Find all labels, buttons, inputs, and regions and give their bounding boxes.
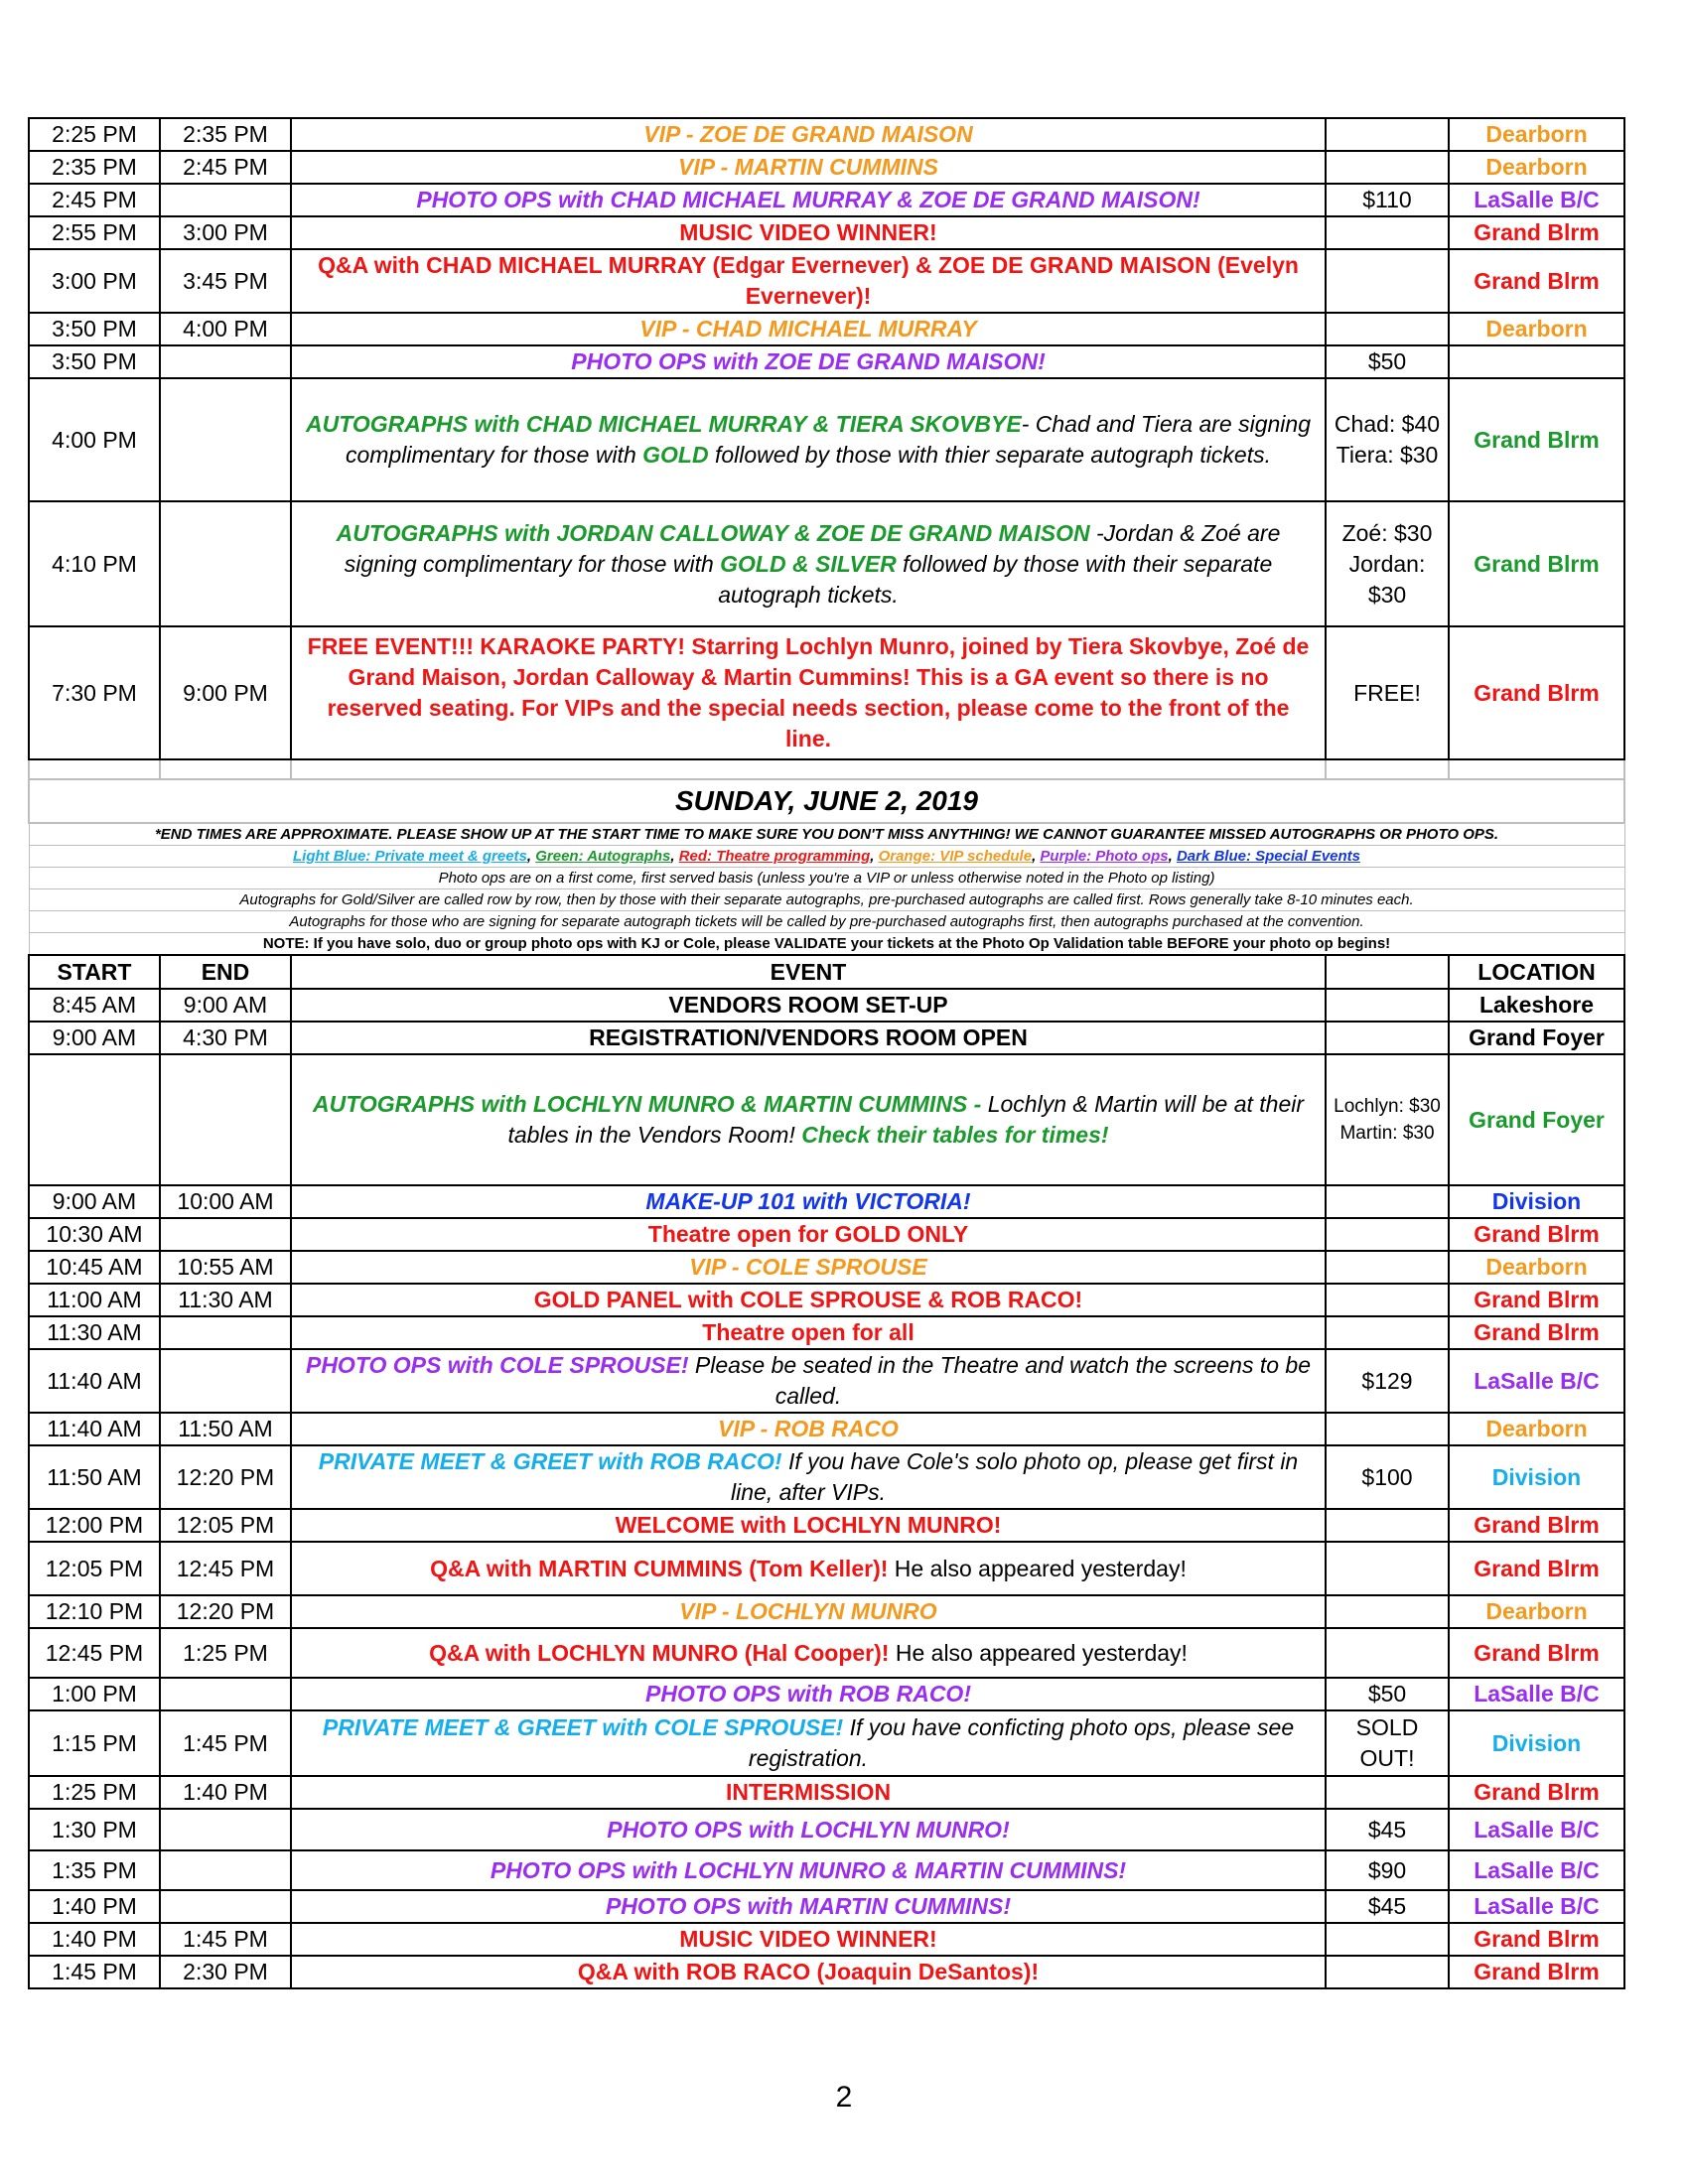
event-text: VIP - MARTIN CUMMINS [678,154,938,180]
location-cell: Dearborn [1449,1251,1624,1284]
price-cell [1326,1956,1449,1988]
event-cell [291,216,1326,249]
start-time: 1:40 PM [29,1923,160,1956]
end-time: 2:35 PM [160,118,291,151]
end-time [160,501,291,626]
saturday-rows [29,118,1624,759]
event-cell [291,1509,1326,1542]
location-cell: Grand Blrm [1449,1923,1624,1956]
schedule-row [29,1284,1624,1316]
event-cell [291,1054,1326,1185]
price-cell: $50 [1326,1678,1449,1710]
end-time: 10:55 AM [160,1251,291,1284]
event-cell [291,313,1326,345]
end-time: 4:00 PM [160,313,291,345]
event-text: - Chad and Tiera are signing complimentary for those with [346,411,1311,468]
header-start: START [29,955,160,989]
event-text: FREE EVENT!!! KARAOKE PARTY! Starring Lochlyn Munro, joined by Tiera Skovbye, Zoé de Grand Maison, Jordan Calloway & Martin Cummins! This is a GA event so there is no reserved seating. For VIPs and the special needs section, please come to the front of the line. [307,633,1310,751]
event-text: PRIVATE MEET & GREET with ROB RACO! [318,1448,782,1474]
start-time: 9:00 AM [29,1185,160,1218]
start-time: 1:40 PM [29,1890,160,1923]
start-time: 12:10 PM [29,1595,160,1628]
event-text: VIP - ZOE DE GRAND MAISON [643,121,973,147]
event-text: PHOTO OPS with CHAD MICHAEL MURRAY & ZOE DE GRAND MAISON! [416,187,1200,212]
start-time: 2:45 PM [29,184,160,216]
event-text: If you have conficting photo ops, please see registration. [748,1714,1295,1771]
start-time: 3:00 PM [29,249,160,313]
price-cell [1326,1413,1449,1445]
spacer-row [29,759,1624,779]
end-time: 1:45 PM [160,1923,291,1956]
location-cell: Grand Blrm [1449,216,1624,249]
event-cell [291,1850,1326,1890]
autographs-gold-note: Autographs for Gold/Silver are called row by row, then by those with their separate autographs, pre-purchased autographs are called first. Rows generally take 8-10 minutes each. [29,889,1624,911]
event-text: PRIVATE MEET & GREET with COLE SPROUSE! [322,1714,844,1740]
legend-entry: Light Blue: Private meet & greets [292,848,527,865]
day-title-row [29,779,1624,823]
event-cell [291,1218,1326,1251]
start-time: 2:35 PM [29,151,160,184]
location-cell: Grand Blrm [1449,1956,1624,1988]
event-text: followed by those with thier separate autograph tickets. [708,442,1271,468]
price-cell [1326,249,1449,313]
end-time [160,1218,291,1251]
schedule-row [29,1413,1624,1445]
event-text: VIP - ROB RACO [718,1416,899,1441]
event-text: AUTOGRAPHS with LOCHLYN MUNRO & MARTIN CUMMINS - [312,1091,988,1117]
end-time: 12:05 PM [160,1509,291,1542]
start-time: 9:00 AM [29,1022,160,1054]
event-cell [291,989,1326,1022]
event-text: WELCOME with LOCHLYN MUNRO! [615,1512,1002,1538]
location-cell: Dearborn [1449,118,1624,151]
legend-entry: , [870,848,879,865]
schedule-row [29,501,1624,626]
end-time: 3:00 PM [160,216,291,249]
price-cell [1326,1316,1449,1349]
event-text: PHOTO OPS with ROB RACO! [645,1681,971,1706]
event-cell [291,1678,1326,1710]
schedule-row [29,313,1624,345]
price-cell: $50 [1326,345,1449,378]
end-time: 4:30 PM [160,1022,291,1054]
location-cell: Grand Blrm [1449,1542,1624,1595]
event-cell [291,1809,1326,1850]
event-text: REGISTRATION/VENDORS ROOM OPEN [589,1024,1028,1050]
start-time: 2:55 PM [29,216,160,249]
event-text: Theatre open for GOLD ONLY [647,1221,969,1247]
event-cell [291,501,1326,626]
price-cell: Chad: $40 Tiera: $30 [1326,378,1449,501]
schedule-row [29,1776,1624,1809]
schedule-row [29,1628,1624,1678]
autographs-separate-note: Autographs for those who are signing for separate autograph tickets will be called by pre-purchased autographs first, then autographs purchased at the convention. [29,911,1624,933]
price-cell: Zoé: $30 Jordan: $30 [1326,501,1449,626]
end-time: 9:00 AM [160,989,291,1022]
event-cell [291,378,1326,501]
event-text: -Jordan & Zoé are signing complimentary for those with [344,519,1281,577]
header-end: END [160,955,291,989]
start-time: 12:05 PM [29,1542,160,1595]
event-text: Check their tables for times! [801,1122,1109,1148]
legend-entry: , [526,848,536,865]
price-cell [1326,1218,1449,1251]
schedule-row [29,184,1624,216]
price-cell [1326,1509,1449,1542]
price-cell: $45 [1326,1890,1449,1923]
event-text: MUSIC VIDEO WINNER! [679,219,937,245]
price-cell [1326,216,1449,249]
event-cell [291,1956,1326,1988]
event-cell [291,1776,1326,1809]
schedule-row [29,1890,1624,1923]
location-cell: Lakeshore [1449,989,1624,1022]
event-text: Q&A with CHAD MICHAEL MURRAY (Edgar Evernever) & ZOE DE GRAND MAISON (Evelyn Evernever)! [318,252,1299,309]
end-time [160,184,291,216]
start-time [29,1054,160,1185]
location-cell: Division [1449,1710,1624,1776]
event-text: VIP - LOCHLYN MUNRO [679,1598,937,1624]
note-row [29,823,1624,846]
start-time: 11:30 AM [29,1316,160,1349]
schedule-row [29,1956,1624,1988]
price-cell [1326,1542,1449,1595]
end-time: 2:45 PM [160,151,291,184]
event-text: VIP - CHAD MICHAEL MURRAY [639,316,977,341]
location-cell: LaSalle B/C [1449,184,1624,216]
note-row [29,889,1624,911]
end-time: 2:30 PM [160,1956,291,1988]
schedule-row [29,151,1624,184]
event-cell [291,1542,1326,1595]
event-text: PHOTO OPS with MARTIN CUMMINS! [605,1893,1012,1919]
price-cell: FREE! [1326,626,1449,759]
event-cell [291,1710,1326,1776]
start-time: 10:45 AM [29,1251,160,1284]
start-time: 8:45 AM [29,989,160,1022]
schedule-row [29,118,1624,151]
event-cell [291,1284,1326,1316]
event-cell [291,345,1326,378]
price-cell: Lochlyn: $30 Martin: $30 [1326,1054,1449,1185]
location-cell: Division [1449,1445,1624,1509]
start-time: 1:25 PM [29,1776,160,1809]
end-time: 3:45 PM [160,249,291,313]
event-text: If you have Cole's solo photo op, please get first in line, after VIPs. [731,1448,1299,1505]
event-text: AUTOGRAPHS with CHAD MICHAEL MURRAY & TIERA SKOVBYE [305,411,1022,437]
schedule-row [29,1710,1624,1776]
location-cell: Grand Blrm [1449,1218,1624,1251]
price-cell [1326,1185,1449,1218]
price-cell [1326,1595,1449,1628]
schedule-row [29,1595,1624,1628]
location-cell: Grand Blrm [1449,1628,1624,1678]
event-cell [291,1890,1326,1923]
location-cell: Division [1449,1185,1624,1218]
price-cell [1326,118,1449,151]
start-time: 4:10 PM [29,501,160,626]
event-text: MUSIC VIDEO WINNER! [679,1926,937,1952]
legend-entry: Purple: Photo ops [1040,848,1169,865]
location-cell: Grand Blrm [1449,1284,1624,1316]
event-text: He also appeared yesterday! [889,1639,1188,1666]
location-cell: LaSalle B/C [1449,1850,1624,1890]
event-cell [291,1445,1326,1509]
event-text: Q&A with ROB RACO (Joaquin DeSantos)! [577,1959,1040,1984]
location-cell: Dearborn [1449,313,1624,345]
start-time: 1:35 PM [29,1850,160,1890]
end-time [160,1890,291,1923]
legend-entry: , [670,848,679,865]
price-cell: $110 [1326,184,1449,216]
price-cell [1326,151,1449,184]
schedule-row [29,249,1624,313]
end-times-note: *END TIMES ARE APPROXIMATE. PLEASE SHOW UP AT THE START TIME TO MAKE SURE YOU DON'T MISS ANYTHING! WE CANNOT GUARANTEE MISSED AUTOGRAPHS OR PHOTO OPS. [29,823,1624,846]
event-text: PHOTO OPS with COLE SPROUSE! [305,1352,689,1378]
legend-row [29,846,1624,868]
end-time [160,1678,291,1710]
location-cell: Grand Blrm [1449,501,1624,626]
end-time [160,1850,291,1890]
location-cell: Grand Blrm [1449,626,1624,759]
location-cell [1449,345,1624,378]
location-cell: Grand Blrm [1449,1509,1624,1542]
schedule-row [29,1678,1624,1710]
price-cell [1326,1251,1449,1284]
price-cell [1326,1628,1449,1678]
event-text: GOLD & SILVER [720,550,897,577]
event-text: He also appeared yesterday! [888,1555,1187,1581]
event-cell [291,1349,1326,1413]
schedule-row [29,216,1624,249]
schedule-table [28,117,1625,1989]
schedule-row [29,1445,1624,1509]
price-cell [1326,1022,1449,1054]
validation-note: NOTE: If you have solo, duo or group photo ops with KJ or Cole, please VALIDATE your tickets at the Photo Op Validation table BEFORE your photo op begins! [29,933,1624,956]
note-row [29,868,1624,889]
price-cell [1326,313,1449,345]
event-text: PHOTO OPS with ZOE DE GRAND MAISON! [571,348,1046,374]
location-cell: Grand Blrm [1449,378,1624,501]
schedule-row [29,345,1624,378]
header-price [1326,955,1449,989]
page-number: 2 [835,2081,853,2114]
legend-entry: Green: Autographs [535,848,671,865]
event-text: VENDORS ROOM SET-UP [668,992,948,1018]
location-cell: Grand Blrm [1449,249,1624,313]
schedule-row [29,1850,1624,1890]
price-cell [1326,1776,1449,1809]
start-time: 11:00 AM [29,1284,160,1316]
event-text: PHOTO OPS with LOCHLYN MUNRO & MARTIN CUMMINS! [490,1856,1127,1883]
location-cell: Grand Foyer [1449,1054,1624,1185]
start-time: 12:45 PM [29,1628,160,1678]
end-time [160,1316,291,1349]
note-row [29,933,1624,956]
location-cell: Grand Foyer [1449,1022,1624,1054]
location-cell: Dearborn [1449,151,1624,184]
legend-entry: Orange: VIP schedule [878,848,1033,865]
schedule-row [29,626,1624,759]
event-cell [291,1595,1326,1628]
price-cell: $45 [1326,1809,1449,1850]
event-cell [291,1185,1326,1218]
end-time: 11:50 AM [160,1413,291,1445]
event-cell [291,1022,1326,1054]
event-text: INTERMISSION [725,1779,892,1805]
start-time: 11:40 AM [29,1413,160,1445]
event-cell [291,184,1326,216]
location-cell: LaSalle B/C [1449,1349,1624,1413]
end-time: 11:30 AM [160,1284,291,1316]
start-time: 11:50 AM [29,1445,160,1509]
start-time: 4:00 PM [29,378,160,501]
legend-entry: , [1032,848,1041,865]
sunday-rows [29,989,1624,1988]
price-cell: $129 [1326,1349,1449,1413]
schedule-row [29,1809,1624,1850]
event-text: followed by those with their separate autograph tickets. [718,550,1273,608]
header-location: LOCATION [1449,955,1624,989]
start-time: 7:30 PM [29,626,160,759]
photo-ops-note: Photo ops are on a first come, first served basis (unless you're a VIP or unless otherwise noted in the Photo op listing) [29,868,1624,889]
price-cell: SOLD OUT! [1326,1710,1449,1776]
event-text: GOLD [642,442,709,468]
schedule-row [29,1022,1624,1054]
schedule-row [29,1509,1624,1542]
location-cell: Grand Blrm [1449,1776,1624,1809]
event-text: VIP - COLE SPROUSE [689,1254,927,1280]
location-cell: Dearborn [1449,1595,1624,1628]
end-time [160,1349,291,1413]
event-text: PHOTO OPS with LOCHLYN MUNRO! [607,1816,1010,1843]
start-time: 10:30 AM [29,1218,160,1251]
end-time: 1:45 PM [160,1710,291,1776]
event-cell [291,626,1326,759]
location-cell: LaSalle B/C [1449,1678,1624,1710]
end-time: 12:20 PM [160,1595,291,1628]
column-header-row [29,955,1624,989]
legend-entry: Dark Blue: Special Events [1176,848,1361,865]
event-text: GOLD PANEL with COLE SPROUSE & ROB RACO! [533,1287,1083,1312]
legend-entry: Red: Theatre programming [678,848,871,865]
event-text: MAKE-UP 101 with VICTORIA! [645,1188,971,1214]
end-time: 1:40 PM [160,1776,291,1809]
price-cell [1326,1284,1449,1316]
event-text: AUTOGRAPHS with JORDAN CALLOWAY & ZOE DE GRAND MAISON [336,519,1090,546]
header-event: EVENT [291,955,1326,989]
schedule-row [29,1316,1624,1349]
end-time: 12:20 PM [160,1445,291,1509]
location-cell: Dearborn [1449,1413,1624,1445]
schedule-row [29,1054,1624,1185]
start-time: 1:00 PM [29,1678,160,1710]
note-row [29,911,1624,933]
start-time: 3:50 PM [29,345,160,378]
schedule-row [29,1218,1624,1251]
event-cell [291,151,1326,184]
event-cell [291,249,1326,313]
event-text: Lochlyn & Martin will be at their tables in the Vendors Room! [507,1091,1305,1148]
schedule-row [29,378,1624,501]
event-cell [291,1316,1326,1349]
event-cell [291,1251,1326,1284]
start-time: 2:25 PM [29,118,160,151]
sunday-heading-block [29,759,1624,989]
price-cell [1326,989,1449,1022]
event-text: Q&A with LOCHLYN MUNRO (Hal Cooper)! [429,1639,890,1666]
schedule-row [29,989,1624,1022]
event-text: Theatre open for all [702,1319,914,1345]
schedule-row [29,1542,1624,1595]
legend-entry: , [1168,848,1177,865]
event-cell [291,1413,1326,1445]
start-time: 3:50 PM [29,313,160,345]
end-time: 12:45 PM [160,1542,291,1595]
price-cell: $100 [1326,1445,1449,1509]
event-cell [291,1628,1326,1678]
schedule-row [29,1185,1624,1218]
end-time: 9:00 PM [160,626,291,759]
schedule-row [29,1349,1624,1413]
day-title: SUNDAY, JUNE 2, 2019 [29,779,1624,823]
end-time [160,1054,291,1185]
start-time: 1:30 PM [29,1809,160,1850]
schedule-row [29,1923,1624,1956]
end-time [160,345,291,378]
end-time [160,378,291,501]
color-legend [29,846,1624,868]
event-text: Please be seated in the Theatre and watch the screens to be called. [688,1352,1312,1409]
start-time: 1:15 PM [29,1710,160,1776]
start-time: 1:45 PM [29,1956,160,1988]
end-time: 1:25 PM [160,1628,291,1678]
event-text: Q&A with MARTIN CUMMINS (Tom Keller)! [430,1555,889,1581]
start-time: 12:00 PM [29,1509,160,1542]
location-cell: LaSalle B/C [1449,1890,1624,1923]
end-time [160,1809,291,1850]
end-time: 10:00 AM [160,1185,291,1218]
schedule-row [29,1251,1624,1284]
event-cell [291,118,1326,151]
event-cell [291,1923,1326,1956]
price-cell: $90 [1326,1850,1449,1890]
start-time: 11:40 AM [29,1349,160,1413]
location-cell: LaSalle B/C [1449,1809,1624,1850]
location-cell: Grand Blrm [1449,1316,1624,1349]
price-cell [1326,1923,1449,1956]
